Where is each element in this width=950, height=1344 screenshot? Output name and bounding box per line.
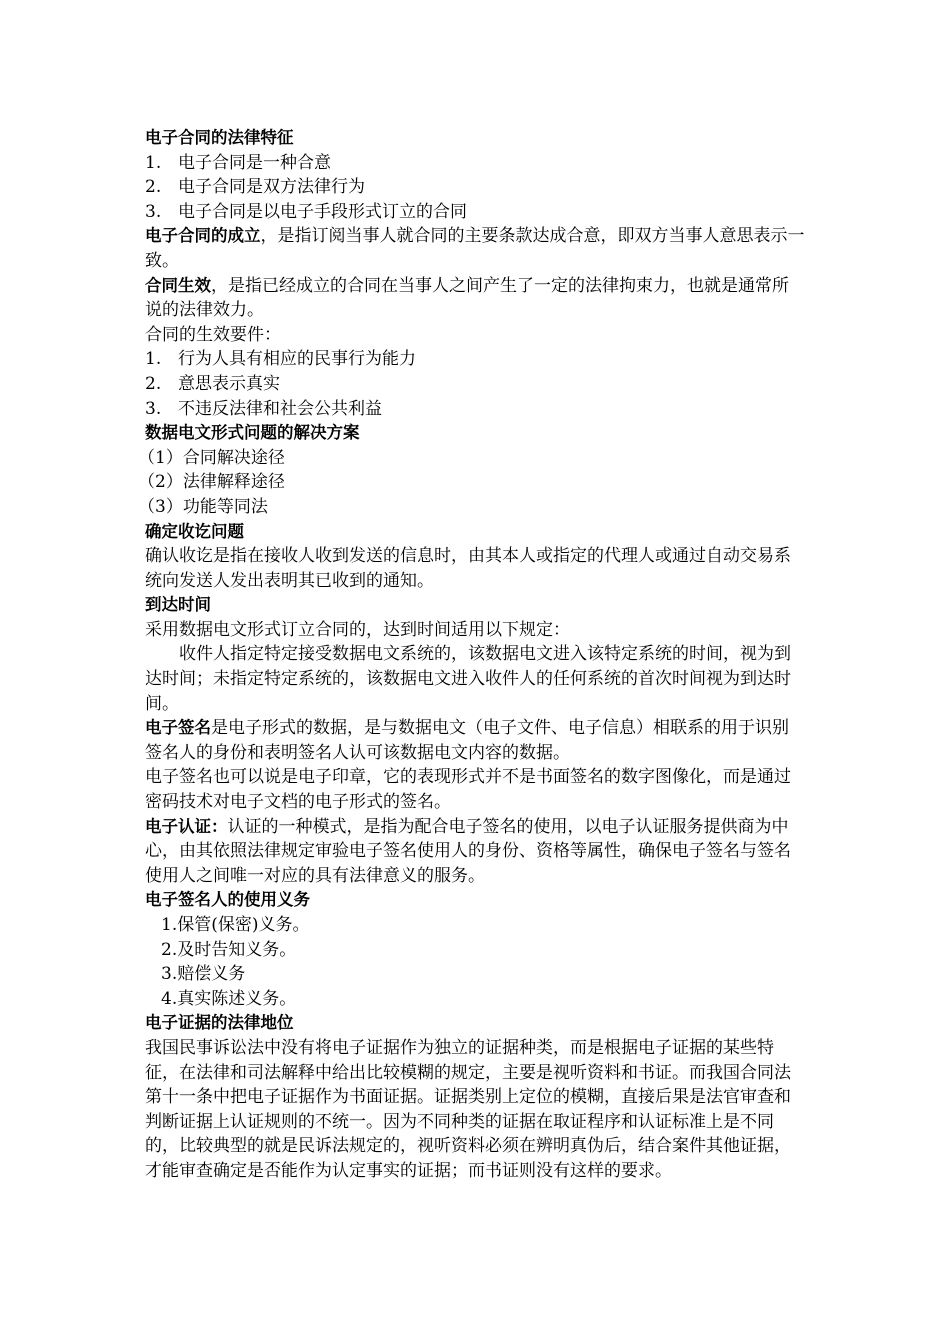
requirement-item-3: [145, 397, 805, 422]
requirement-item-1: [145, 347, 805, 372]
requirement-text: 意思表示真实: [178, 373, 280, 394]
obligation-item-2: 2.及时告知义务。: [161, 939, 297, 960]
certification-text: 认证的一种模式，是指为配合电子签名的使用，以电子认证服务提供商为中心，由其依照法律规定审验电子签名使用人的身份、资格等属性，确保电子签名与签名使用人之间唯一对应的具有法律意义的服务。: [145, 816, 791, 886]
obligations-heading: 电子签名人的使用义务: [145, 890, 310, 910]
requirement-item-2: [145, 372, 805, 397]
feature-number: 1.: [145, 152, 162, 173]
receipt-heading: 确定收讫问题: [145, 521, 244, 541]
evidence-heading: 电子证据的法律地位: [145, 1013, 294, 1033]
requirement-number: 2.: [145, 373, 162, 394]
solutions-heading: 数据电文形式问题的解决方案: [145, 423, 360, 443]
features-heading: 电子合同的法律特征: [145, 128, 294, 147]
arrival-intro: 采用数据电文形式订立合同的，达到时间适用以下规定：: [145, 619, 570, 640]
signature-paragraph-2: 电子签名也可以说是电子印章，它的表现形式并不是书面签名的数字图像化，而是通过密码技术对电子文档的电子形式的签名。: [145, 767, 791, 813]
formation-text: ，是指订阅当事人就合同的主要条款达成合意，即双方当事人意思表示一致。: [145, 226, 805, 271]
feature-number: 3.: [145, 201, 162, 222]
effectiveness-term: 合同生效: [145, 275, 211, 295]
formation-paragraph: [145, 224, 805, 273]
receipt-paragraph: 确认收讫是指在接收人收到发送的信息时，由其本人或指定的代理人或通过自动交易系统向发送人发出表明其已收到的通知。: [145, 546, 791, 591]
requirement-number: 1.: [145, 349, 162, 370]
requirement-text: 不违反法律和社会公共利益: [178, 398, 382, 419]
evidence-paragraph: 我国民事诉讼法中没有将电子证据作为独立的证据种类，而是根据电子证据的某些特征，在法律和司法解释中给出比较模糊的规定，主要是视听资料和书证。而我国合同法第十一条中把电子证据作为书面证据。证据类别上定位的模糊，直接后果是法官审查和判断证据上认证规则的不统一。因为不同种类的证据在取证程序和认证标准上是不同的，比较典型的就是民诉法规定的，视听资料必须在辨明真伪后，结合案件其他证据，才能审查确定是否能作为认定事实的证据；而书证则没有这样的要求。: [145, 1037, 791, 1181]
feature-item-2: [145, 175, 805, 200]
arrival-paragraph: 收件人指定特定接受数据电文系统的，该数据电文进入该特定系统的时间，视为到达时间；未指定特定系统的，该数据电文进入收件人的任何系统的首次时间视为到达时间。: [145, 644, 791, 714]
document-page: [138, 126, 805, 1184]
signature-paragraph: [145, 716, 805, 765]
feature-item-3: [145, 200, 805, 225]
effectiveness-paragraph: [145, 274, 805, 323]
feature-number: 2.: [145, 177, 162, 198]
feature-text: 电子合同是以电子手段形式订立的合同: [178, 201, 467, 222]
feature-text: 电子合同是一种合意: [178, 152, 331, 173]
feature-item-1: [145, 151, 805, 176]
solution-item-1: （1）合同解决途径: [138, 447, 285, 468]
certification-paragraph: [145, 815, 805, 889]
arrival-heading: 到达时间: [145, 595, 211, 615]
effectiveness-text: ，是指已经成立的合同在当事人之间产生了一定的法律拘束力，也就是通常所说的法律效力。: [145, 275, 789, 321]
requirements-heading: 合同的生效要件：: [145, 324, 281, 345]
requirement-number: 3.: [145, 398, 162, 419]
solution-item-3: （3）功能等同法: [138, 496, 268, 517]
signature-text: 是电子形式的数据，是与数据电文（电子文件、电子信息）相联系的用于识别签名人的身份和表明签名人认可该数据电文内容的数据。: [145, 718, 789, 763]
obligation-item-1: 1.保管(保密)义务。: [161, 915, 310, 935]
obligation-item-3: 3.赔偿义务: [161, 964, 246, 985]
certification-term: 电子认证：: [145, 816, 228, 836]
feature-text: 电子合同是双方法律行为: [178, 177, 365, 198]
signature-term: 电子签名: [145, 718, 211, 738]
formation-term: 电子合同的成立: [145, 226, 261, 246]
requirement-text: 行为人具有相应的民事行为能力: [178, 349, 416, 370]
obligation-item-4: 4.真实陈述义务。: [161, 988, 297, 1009]
solution-item-2: （2）法律解释途径: [138, 472, 285, 493]
